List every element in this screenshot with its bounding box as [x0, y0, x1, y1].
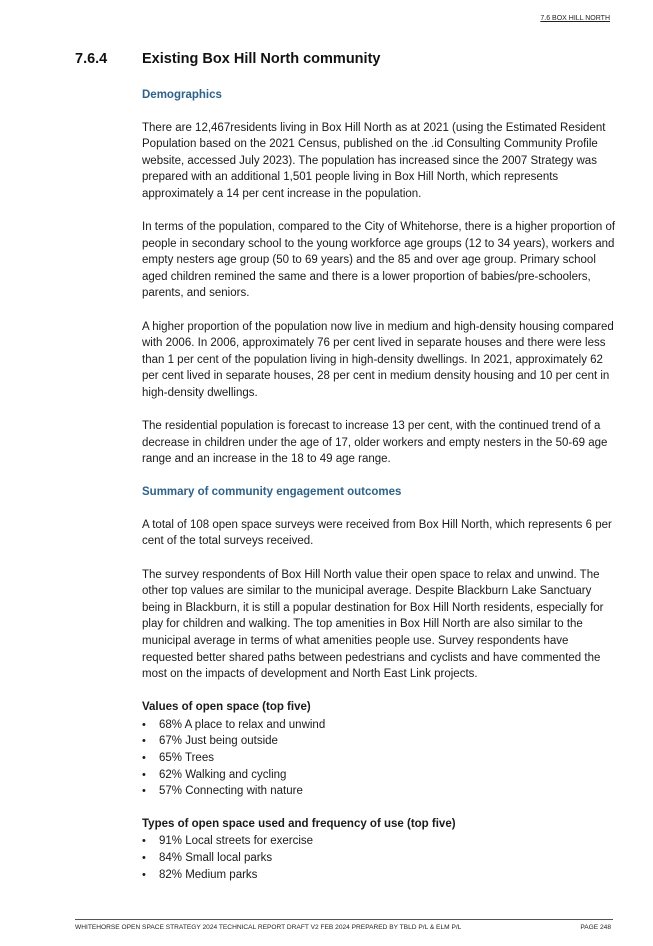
list-item-text: 91% Local streets for exercise	[159, 835, 314, 848]
page-content	[142, 87, 616, 899]
section-heading	[75, 51, 615, 67]
bullet-icon: •	[142, 785, 146, 798]
list-item-text: 65% Trees	[159, 752, 214, 764]
demographics-paragraph-2: In terms of the population, compared to the City of Whitehorse, there is a higher proportion of people in secondary school to the young workforce age groups (12 to 34 years), workers and empty nesters age group (50 to 69 years) and the 85 and over age group. Primary school aged children remined the same and there is a lower proportion of babies/pre-schoolers, parents, and seniors.	[142, 221, 616, 300]
demographics-paragraph-4: The residential population is forecast to increase 13 per cent, with the continued trend of a decrease in children under the age of 17, older workers and empty nesters in the 50-69 age range and an increase in the 18 to 49 age range.	[142, 420, 608, 466]
list-item	[142, 867, 616, 884]
list-item	[142, 850, 616, 867]
list-item	[142, 717, 616, 734]
types-list	[142, 833, 616, 883]
list-item	[142, 767, 616, 784]
list-item	[142, 733, 616, 750]
section-number: 7.6.4	[75, 51, 108, 67]
bullet-icon: •	[142, 868, 146, 881]
engagement-paragraph-2: The survey respondents of Box Hill North value their open space to relax and unwind. The other top values are similar to the municipal average. Despite Blackburn Lake Sanctuary being in Blackburn, it is still a popular destination for Box Hill North residents, especially for play for children and walking. The top amenities in Box Hill North are also similar to the municipal average in terms of what amenities people use. Survey respondents have requested better shared paths between pedestrians and cyclists and have commented the most on the impacts of development and North East Link projects.	[142, 568, 604, 681]
section-title: Existing Box Hill North community	[142, 51, 381, 67]
engagement-heading: Summary of community engagement outcomes	[142, 486, 402, 499]
list-item	[142, 750, 616, 767]
list-item-text: 68% A place to relax and unwind	[159, 718, 326, 731]
list-item-text: 82% Medium parks	[159, 868, 258, 881]
running-header: 7.6 BOX HILL NORTH	[540, 15, 610, 22]
list-item-text: 62% Walking and cycling	[159, 768, 287, 781]
list-item-text: 57% Connecting with nature	[159, 785, 303, 798]
demographics-heading: Demographics	[142, 89, 222, 101]
bullet-icon: •	[142, 718, 146, 731]
values-list-title: Values of open space (top five)	[142, 701, 311, 714]
bullet-icon: •	[142, 768, 146, 781]
types-list-title: Types of open space used and frequency of use (top five)	[142, 817, 456, 830]
list-item	[142, 783, 616, 800]
footer-document-info: WHITEHORSE OPEN SPACE STRATEGY 2024 TECHNICAL REPORT DRAFT V2 FEB 2024 PREPARED BY TBLD P/L & ELM P/L	[75, 924, 462, 931]
bullet-icon: •	[142, 752, 146, 764]
list-item	[142, 833, 616, 850]
list-item-text: 84% Small local parks	[159, 851, 273, 864]
footer-divider	[75, 919, 613, 920]
bullet-icon: •	[142, 735, 146, 748]
demographics-paragraph-1: There are 12,467residents living in Box Hill North as at 2021 (using the Estimated Resident Population based on the 2021 Census, published on the .id Consulting Community Profile website, accessed July 2023). The population has increased since the 2007 Strategy was prepared with an additional 1,501 people living in Box Hill North, which represents approximately a 14 per cent increase in the population.	[142, 121, 606, 200]
list-item-text: 67% Just being outside	[159, 735, 278, 748]
footer-page-number: PAGE 248	[580, 924, 611, 931]
engagement-paragraph-1: A total of 108 open space surveys were received from Box Hill North, which represents 6 per cent of the total surveys received.	[142, 518, 612, 548]
values-list	[142, 717, 616, 800]
bullet-icon: •	[142, 835, 146, 848]
bullet-icon: •	[142, 851, 146, 864]
demographics-paragraph-3: A higher proportion of the population now live in medium and high-density housing compared with 2006. In 2006, approximately 76 per cent lived in separate houses and there were less than 1 per cent of the population living in high-density dwellings. In 2021, approximately 62 per cent lived in separate houses, 28 per cent in medium density housing and 10 per cent in high-density dwellings.	[142, 320, 614, 399]
